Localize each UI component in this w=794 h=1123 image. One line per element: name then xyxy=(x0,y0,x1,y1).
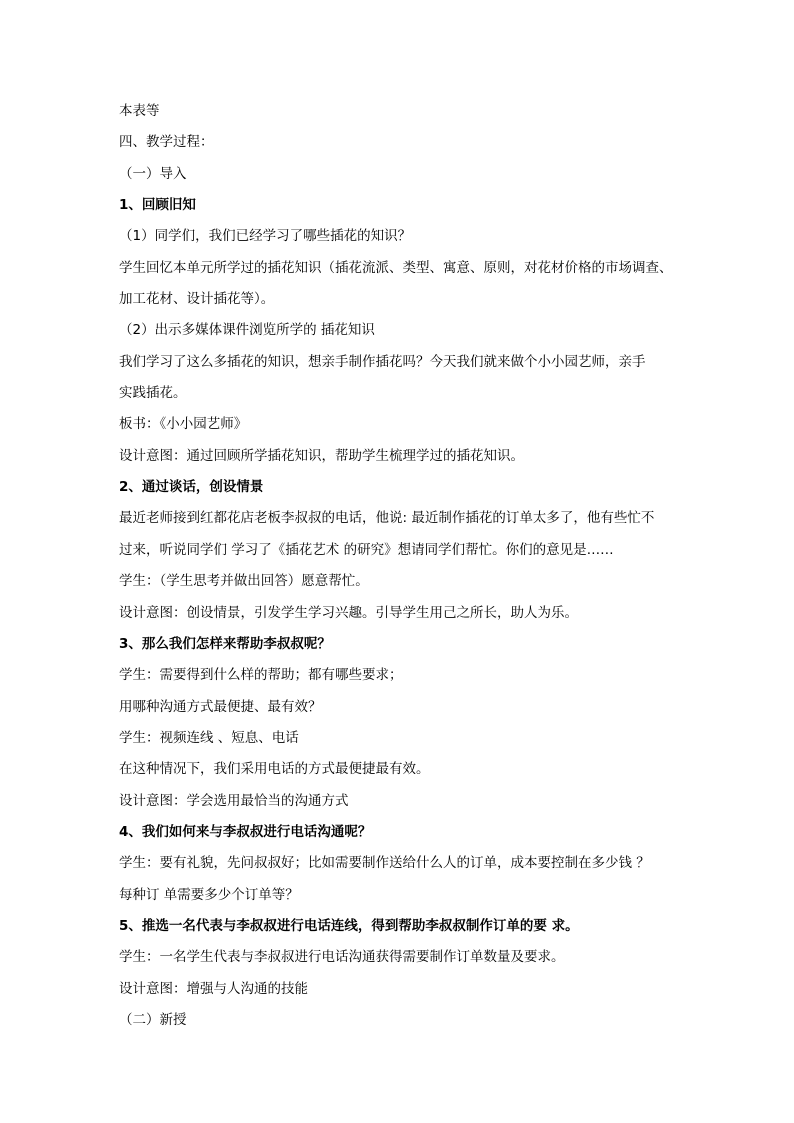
text-line: 用哪种沟通方式最便捷、最有效？ xyxy=(119,698,322,715)
text-line: 本表等 xyxy=(119,103,160,119)
text-line: 5、推选一名代表与李叔叔进行电话连线，得到帮助李叔叔制作订单的要 求。 xyxy=(119,917,579,934)
text-line: 在这种情况下，我们采用电话的方式最便捷最有效。 xyxy=(119,761,430,778)
text-line: 学生：要有礼貌，先问叔叔好；比如需要制作送给什么人的订单，成本要控制在多少钱 ？ xyxy=(119,855,650,872)
text-line: 四、教学过程： xyxy=(119,134,214,151)
text-line: 我们学习了这么多插花的知识，想亲手制作插花吗？今天我们就来做个小小园艺师，亲手 xyxy=(119,353,646,370)
text-line: 设计意图：增强与人沟通的技能 xyxy=(119,980,308,997)
text-line: 1、回顾旧知 xyxy=(119,197,196,214)
text-line: 学生：需要得到什么样的帮助；都有哪些要求； xyxy=(119,667,403,684)
text-line: 加工花材、设计插花等）。 xyxy=(119,291,275,308)
text-line: 实践插花。 xyxy=(119,385,187,402)
text-line: （1）同学们，我们已经学习了哪些插花的知识？ xyxy=(119,228,412,245)
text-line: 每种订 单需要多少个订单等？ xyxy=(119,886,299,903)
text-line: 过来，听说同学们 学习了《插花艺术 的研究》想请同学们帮忙。你们的意见是…… xyxy=(119,541,614,558)
text-line: （一）导入 xyxy=(119,165,187,182)
document-body xyxy=(119,101,679,1041)
text-line: 2、通过谈话，创设情景 xyxy=(119,479,264,496)
text-line: 设计意图：学会选用最恰当的沟通方式 xyxy=(119,792,349,809)
text-line: 板书：《小小园艺师》 xyxy=(119,416,248,433)
text-line: 设计意图：创设情景，引发学生学习兴趣。引导学生用己之所长，助人为乐。 xyxy=(119,604,578,621)
text-line: 学生：视频连线 、短息、电话 xyxy=(119,729,299,746)
text-line: 学生回忆本单元所学过的插花知识（插花流派、类型、寓意、原则，对花材价格的市场调查、 xyxy=(119,259,673,276)
text-line: 学生：（学生思考并做出回答）愿意帮忙。 xyxy=(119,573,369,590)
text-line: （二）新授 xyxy=(119,1011,187,1028)
text-line: 学生：一名学生代表与李叔叔进行电话沟通获得需要制作订单数量及要求。 xyxy=(119,949,565,966)
text-line: 设计意图：通过回顾所学插花知识，帮助学生梳理学过的插花知识。 xyxy=(119,447,524,464)
text-line: 3、那么我们怎样来帮助李叔叔呢？ xyxy=(119,635,331,652)
text-line: 最近老师接到红都花店老板李叔叔的电话，他说: 最近制作插花的订单太多了，他有些忙不 xyxy=(119,510,655,527)
text-line: （2）出示多媒体课件浏览所学的 插花知识 xyxy=(119,322,375,339)
text-line: 4、我们如何来与李叔叔进行电话沟通呢？ xyxy=(119,823,372,840)
